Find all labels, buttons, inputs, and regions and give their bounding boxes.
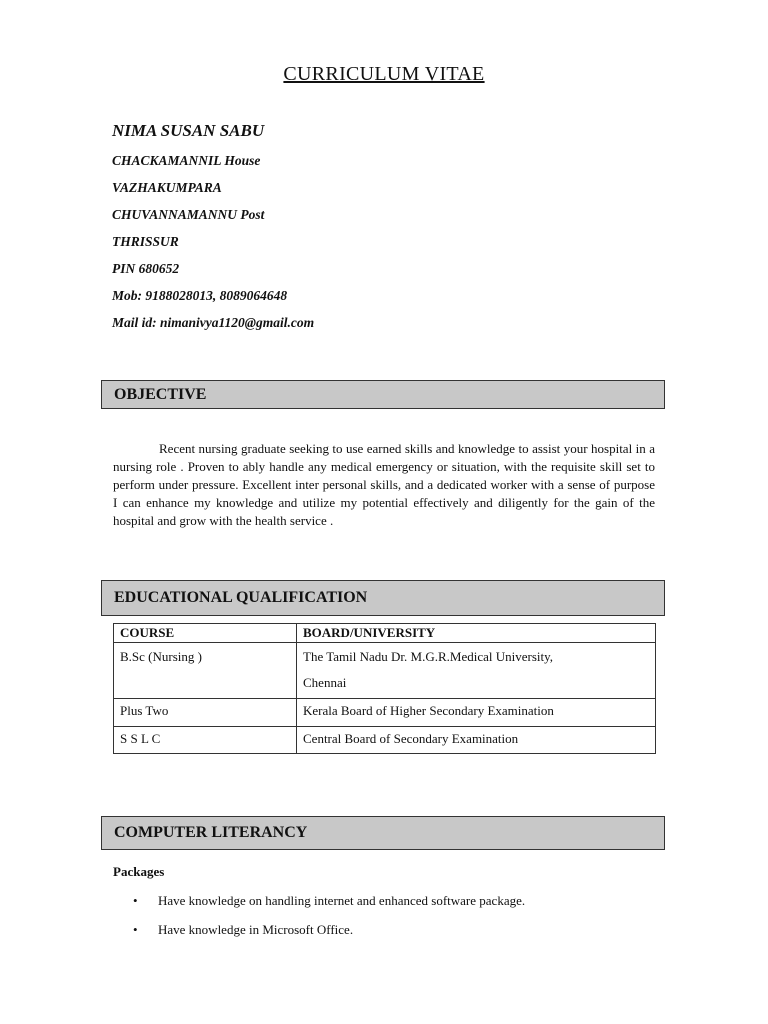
contact-block — [112, 120, 314, 336]
table-header-row — [114, 624, 656, 643]
board-cell — [297, 643, 656, 699]
mobile-numbers: Mob: 9188028013, 8089064648 — [112, 288, 288, 303]
column-header-course: COURSE — [114, 624, 297, 643]
address-line-district: THRISSUR — [112, 234, 179, 249]
bullet-icon: • — [133, 922, 138, 937]
document-title: CURRICULUM VITAE — [283, 63, 485, 85]
email-address: Mail id: nimanivya1120@gmail.com — [112, 315, 315, 330]
objective-heading: OBJECTIVE — [101, 380, 665, 409]
list-item — [113, 888, 653, 917]
bullet-icon: • — [133, 893, 138, 908]
candidate-name: NIMA SUSAN SABU — [112, 121, 265, 140]
course-cell: S S L C — [114, 727, 297, 754]
list-item — [113, 917, 653, 946]
packages-label: Packages — [113, 864, 165, 879]
address-line-place: VAZHAKUMPARA — [112, 180, 222, 195]
course-cell: B.Sc (Nursing ) — [114, 643, 297, 699]
column-header-board: BOARD/UNIVERSITY — [297, 624, 656, 643]
address-line-post: CHUVANNAMANNU Post — [112, 207, 265, 222]
course-cell: Plus Two — [114, 699, 297, 727]
table-row — [114, 699, 656, 727]
education-table — [113, 623, 656, 754]
table-row — [114, 643, 656, 699]
board-line: The Tamil Nadu Dr. M.G.R.Medical University, — [303, 649, 554, 664]
address-line-pin: PIN 680652 — [112, 261, 180, 276]
objective-text: Recent nursing graduate seeking to use earned skills and knowledge to assist your hospital in a nursing role . Proven to ably handle any medical emergency or situation, with the requisite skill set to perform under pressure. Excellent inter personal skills, and a dedicated worker with a sense of purpose I can enhance my knowledge and utilize my potential effectively and diligently for the gain of the hospital and grow with the health service . — [113, 441, 655, 528]
computer-heading: COMPUTER LITERANCY — [101, 816, 665, 850]
table-row — [114, 727, 656, 754]
packages-list — [113, 888, 653, 946]
board-cell: Kerala Board of Higher Secondary Examination — [297, 699, 656, 727]
board-cell: Central Board of Secondary Examination — [297, 727, 656, 754]
address-line-house: CHACKAMANNIL House — [112, 153, 261, 168]
list-item-text: Have knowledge in Microsoft Office. — [158, 922, 354, 937]
education-heading: EDUCATIONAL QUALIFICATION — [101, 580, 665, 616]
board-line: Chennai — [303, 675, 347, 690]
list-item-text: Have knowledge on handling internet and enhanced software package. — [158, 893, 526, 908]
